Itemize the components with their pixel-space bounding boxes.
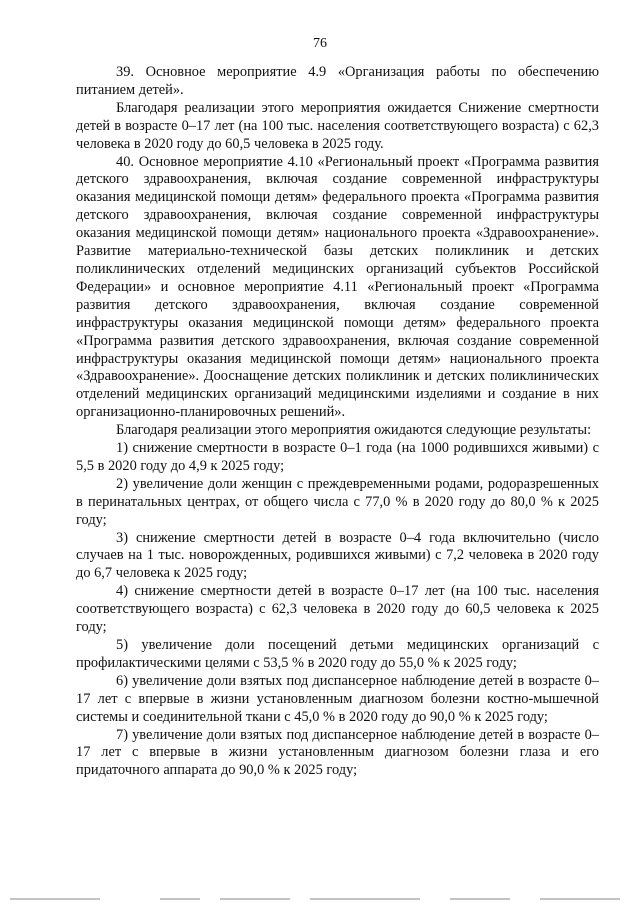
result-item-2: 2) увеличение доли женщин с преждевременными родами, родоразрешенных в перинатальных центрах, от общего числа с 77,0 % в 2020 году до 80,0 % к 2025 году; bbox=[76, 475, 599, 528]
result-item-6: 6) увеличение доли взятых под диспансерное наблюдение детей в возрасте 0–17 лет с впервые в жизни установленным диагнозом болезни костно-мышечной системы и соединительной ткани с 45,0 % в 2020 году до 90,0 % к 2025 году; bbox=[76, 672, 599, 725]
paragraph-item-40: 40. Основное мероприятие 4.10 «Региональный проект «Программа развития детского здравоохранения, включая создание современной инфраструктуры оказания медицинской помощи детям» федерального проекта «Программа развития детского здравоохранения, включая создание современной инфраструктуры оказания медицинской помощи детям» национального проекта «Здравоохранение». Развитие материально-технической базы детских поликлиник и детских поликлинических отделений медицинских организаций субъектов Российской Федерации» и основное мероприятие 4.11 «Региональный проект «Программа развития детского здравоохранения, включая создание современной инфраструктуры оказания медицинской помощи детям» федерального проекта «Программа развития детского здравоохранения, включая создание современной инфраструктуры оказания медицинской помощи детям» национального проекта «Здравоохранение». Дооснащение детских поликлиник и детских поликлинических отделений медицинских организаций медицинскими изделиями и создание в них организационно-планировочных решений». bbox=[76, 153, 599, 421]
paragraph-item-39: 39. Основное мероприятие 4.9 «Организация работы по обеспечению питанием детей». bbox=[76, 64, 599, 98]
document-body bbox=[76, 64, 599, 780]
result-item-3: 3) снижение смертности детей в возрасте 0–4 года включительно (число случаев на 1 тыс. новорожденных, родившихся живыми) с 7,2 человека в 2020 году до 6,7 человека к 2025 году; bbox=[76, 529, 599, 582]
result-item-5: 5) увеличение доли посещений детьми медицинских организаций с профилактическими целями с 53,5 % в 2020 году до 55,0 % к 2025 году; bbox=[76, 637, 599, 671]
scan-edge-artifact bbox=[10, 896, 630, 902]
paragraph-results-intro: Благодаря реализации этого мероприятия ожидаются следующие результаты: bbox=[116, 422, 592, 439]
paragraph-expected-result-39: Благодаря реализации этого мероприятия ожидается Снижение смертности детей в возрасте 0–17 лет (на 100 тыс. населения соответствующего возраста) с 62,3 человека в 2020 году до 60,5 человека в 2025 году. bbox=[76, 99, 599, 152]
result-item-1: 1) снижение смертности в возрасте 0–1 года (на 1000 родившихся живыми) с 5,5 в 2020 году до 4,9 к 2025 году; bbox=[76, 440, 599, 474]
page-number: 76 bbox=[313, 36, 327, 51]
result-item-4: 4) снижение смертности детей в возрасте 0–17 лет (на 100 тыс. населения соответствующего возраста) с 62,3 человека в 2020 году до 60,5 человека к 2025 году; bbox=[76, 583, 599, 636]
result-item-7: 7) увеличение доли взятых под диспансерное наблюдение детей в возрасте 0–17 лет с впервые в жизни установленным диагнозом болезни глаза и его придаточного аппарата до 90,0 % к 2025 году; bbox=[76, 726, 599, 779]
